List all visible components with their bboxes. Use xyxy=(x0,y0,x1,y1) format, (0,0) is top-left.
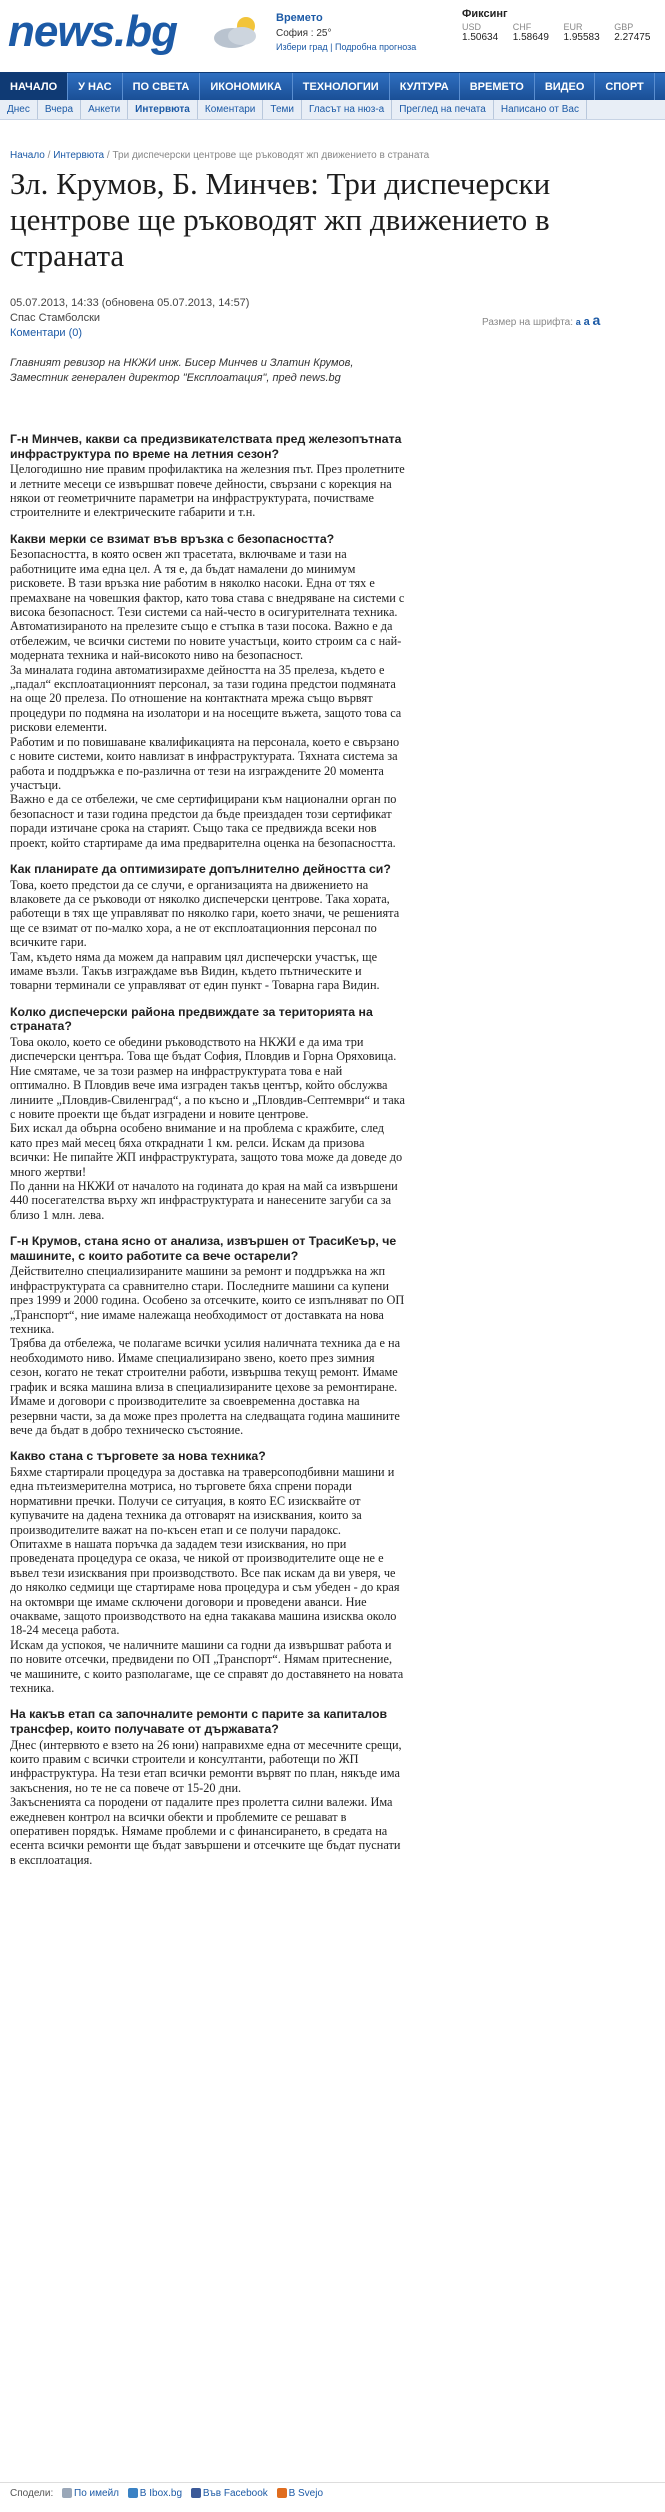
interview-answer-paragraph: Важно е да се отбележи, че сме сертифицирани към национални орган по безопасност и тази година предстои да бъде преиздаден този сертификат поради изтичане срока на старият. Също така се предвижда всеки нов проект, който стартираме да има предварителна оценка на безопасността. xyxy=(10,792,397,850)
subnav-item-comments[interactable]: Коментари xyxy=(198,100,264,119)
currency-rate: 1.50634 xyxy=(462,32,499,43)
nav-item-home[interactable]: НАЧАЛО xyxy=(0,73,68,100)
currency-code: EUR xyxy=(563,22,583,32)
font-size-small-button[interactable]: a xyxy=(575,317,581,327)
subnav-item-interviews[interactable]: Интервюта xyxy=(128,100,198,119)
interview-answer-paragraph: Бих искал да обърна особено внимание и на проблема с кражбите, след като през май месец бяха откраднати 1 км. релси. Искам да призова всички: Не пипайте ЖП инфраструктурата, защото това може да доведе до много жертви! xyxy=(10,1121,403,1179)
font-size-label: Размер на шрифта: xyxy=(482,317,573,328)
font-size-large-button[interactable]: a xyxy=(592,312,601,328)
share-email-label: По имейл xyxy=(74,2488,120,2499)
share-ibox-link[interactable] xyxy=(128,2488,182,2499)
weather-temperature: София : 25° xyxy=(276,28,332,39)
ibox-icon xyxy=(128,2488,138,2498)
interview-question: Колко диспечерски района предвиждате за територията на страната? xyxy=(10,1004,373,1034)
subnav-item-today[interactable]: Днес xyxy=(0,100,38,119)
envelope-icon xyxy=(62,2488,72,2498)
article-title: Зл. Крумов, Б. Минчев: Три диспечерски центрове ще ръководят жп движението в страната xyxy=(10,166,551,273)
interview-question: Какви мерки се взимат във връзка с безопасността? xyxy=(10,531,335,546)
article-body xyxy=(10,432,405,1867)
share-ibox-label: В Ibox.bg xyxy=(139,2488,183,2499)
sub-nav xyxy=(0,100,665,120)
currency-code: GBP xyxy=(614,22,634,32)
interview-answer-paragraph: По данни на НКЖИ от началото на годината до края на май са извършени 440 посегателства върху жп инфраструктурата и нанесените загуби са за близо 1 млн. лева. xyxy=(10,1179,398,1222)
facebook-icon xyxy=(191,2488,201,2498)
currency-rate: 2.27475 xyxy=(614,32,651,43)
subnav-item-yesterday[interactable]: Вчера xyxy=(38,100,81,119)
interview-question: Г-н Минчев, какви са предизвикателствата пред железопътната инфраструктура по време на летния сезон? xyxy=(10,432,402,461)
nav-item-video[interactable]: ВИДЕО xyxy=(535,73,596,100)
article-date: 05.07.2013, 14:33 (обновена 05.07.2013, 14:57) xyxy=(10,297,250,309)
subnav-item-topics[interactable]: Теми xyxy=(263,100,302,119)
share-bar xyxy=(0,2482,665,2504)
interview-answer-paragraph: Там, където няма да можем да направим цял диспечерски участък, ще имаме възли. Такъв изграждаме във Видин, където пътническите и товарни терминали се управляват от един пункт - Товарна гара Видин. xyxy=(10,949,380,993)
nav-item-economy[interactable]: ИКОНОМИКА xyxy=(200,73,292,100)
breadcrumb: Начало / Интервюта / Три диспечерски центрове ще ръководят жп движението в страната xyxy=(10,150,430,161)
breadcrumb-home[interactable]: Начало xyxy=(10,150,45,161)
subnav-item-press-review[interactable]: Преглед на печата xyxy=(392,100,494,119)
interview-answer-paragraph: Автоматизираното на прелезите също е стъпка в тази посока. Важно е да отбележим, че всички системи по новите участъци, които строим са с най-модерната техника и най-високото ниво на безопасност. xyxy=(10,619,402,663)
svejo-icon xyxy=(277,2488,287,2498)
interview-answer-paragraph: Действително специализираните машини за ремонт и поддръжка на жп инфраструктурата са сравнително стари. Последните машини са купени през 1999 и 2000 година. Особено за отсечките, които се изпълняват по ОП „Транспорт“, ние имаме належаща необходимост от доставката на нова техника. xyxy=(10,1264,405,1337)
share-facebook-label: Във Facebook xyxy=(202,2488,268,2499)
site-logo[interactable]: news.bg xyxy=(8,7,178,56)
interview-answer-paragraph: Опитахме в нашата поръчка да зададем тези изисквания, но при проведената процедура се оказа, че никой от производителите още не е въвел тези изисквания при производството. Все пак искам да ви уверя, че до няколко седмици ще стартираме нова процедура и съм убеден - до края на октомври ще имаме сключени договори и проведени аванси. Ние очакваме, защото производството на една такакава машина изисква около 18-24 месеца работа. xyxy=(10,1536,400,1638)
currency-rate: 1.95583 xyxy=(563,32,600,43)
subnav-item-by-you[interactable]: Написано от Вас xyxy=(494,100,587,119)
interview-question: Г-н Крумов, стана ясно от анализа, извършен от ТрасиКеър, че машините, с които работите са вече остарели? xyxy=(10,1234,397,1263)
nav-item-culture[interactable]: КУЛТУРА xyxy=(390,73,460,100)
weather-links[interactable]: Избери град | Подробна прогноза xyxy=(276,42,417,52)
share-svejo-label: В Svejo xyxy=(288,2488,324,2499)
fixing-table xyxy=(462,22,665,43)
interview-answer-paragraph: Това около, което се обедини ръководството на НКЖИ е да има три диспечерски центъра. Това ще бъдат София, Пловдив и Горна Оряховица. Ние смятаме, че за този размер на инфраструктурата това е най оптимално. В Пловдив вече има изграден такъв център, който обслужва линиите „Пловдив-Свиленград“, а по късно и „Пловдив-Септември“ и така с новите проекти ще бъдат изградени и новите центрове. xyxy=(10,1034,405,1121)
nav-item-world[interactable]: ПО СВЕТА xyxy=(123,73,201,100)
cloud-sun-icon xyxy=(208,12,266,52)
breadcrumb-section[interactable]: Интервюта xyxy=(53,150,105,161)
interview-answer-paragraph: Закъсненията са породени от падалите през пролетта силни валежи. Има ежедневен контрол на всички обекти и проблемите се решават в оперативен порядък. Нямаме проблеми и с финансирането, в средата на есента всички ремонти ще бъдат завършени и отсечките ще бъдат пуснати в експлоатация. xyxy=(10,1795,401,1867)
share-label: Сподели: xyxy=(10,2488,54,2499)
nav-item-bulgaria[interactable]: У НАС xyxy=(68,73,122,100)
currency-code: CHF xyxy=(512,22,532,32)
subnav-item-polls[interactable]: Анкети xyxy=(81,100,128,119)
weather-widget xyxy=(208,8,448,58)
site-header xyxy=(0,0,665,72)
photo-caption: Главният ревизор на НКЖИ инж. Бисер Минчев и Златин Крумов, Заместник генерален директор "Експлоатация", пред news.bg xyxy=(10,357,354,384)
main-nav xyxy=(0,72,665,100)
comments-link[interactable]: Коментари (0) xyxy=(10,327,83,339)
interview-question: Как планирате да оптимизирате допълнително дейността си? xyxy=(10,861,391,876)
interview-question: Какво стана с търговете за нова техника? xyxy=(10,1449,266,1464)
interview-answer-paragraph: Бяхме стартирали процедура за доставка на траверсоподбивни машини и една пътеизмерителна мотриса, но търговете бяха спрени поради нормативни пречки. Получи се ситуация, в която ЕС изисквайте от купувачите на дадена техника да отговарят на изисквания, които за производителите важат на по-късен етап и се получи парадокс. xyxy=(10,1464,395,1537)
fixing-title: Фиксинг xyxy=(462,8,508,20)
currency-rate: 1.58649 xyxy=(512,32,549,43)
nav-item-weather[interactable]: ВРЕМЕТО xyxy=(460,73,535,100)
article-author: Спас Стамболски xyxy=(10,312,101,324)
share-svejo-link[interactable] xyxy=(277,2488,323,2499)
interview-answer-paragraph: Безопасността, в която освен жп трасетата, включваме и тази на работниците има една цел. А тя е, да бъдат намалени до минимум рисковете. В тази връзка ние работим в няколко насоки. Една от тях е премахване на човешкия фактор, като това става с внедряване на системи с висока безопасност. Тези системи са най-често в осигурителната техника. xyxy=(10,547,405,620)
weather-title[interactable]: Времето xyxy=(276,12,323,24)
nav-item-sport[interactable]: СПОРТ xyxy=(595,73,654,100)
interview-answer-paragraph: Целогодишно ние правим профилактика на железния път. През пролетните и летните месеци се извършват повече дейности, свързани с корекция на някои от геометричните параметри на инфраструктурата, почистваме строителните и електрическите габарити и т.н. xyxy=(10,462,405,520)
interview-answer-paragraph: Днес (интервюто е взето на 26 юни) направихме една от месечните срещи, които правим с всички строители и консултанти, работещи по ЖП инфраструктура. На тези етап всички ремонти вървят по план, някъде има закъснения, но те не са повече от 15-20 дни. xyxy=(10,1737,402,1795)
breadcrumb-current: Три диспечерски центрове ще ръководят жп движението в страната xyxy=(112,150,430,161)
article-meta xyxy=(10,296,390,341)
font-size-medium-button[interactable]: a xyxy=(583,316,590,328)
interview-answer-paragraph: Искам да успокоя, че наличните машини са годни да извършват работа и по новите отсечки, предвидени по ОП „Транспорт“. Нямам притеснение, че машините, с които разполагаме, ще се справят до доставянето на новата техника. xyxy=(10,1637,404,1695)
font-size-control xyxy=(482,312,600,328)
interview-answer-paragraph: За миналата година автоматизирахме дейността на 35 прелеза, където е „падал“ експлоатационният персонал, за тази година предстои подмяната на още 20 прелеза. По отношение на контактната мрежа също вървят процедури по подмяна на изолатори и на носещите въжета, защото това са рискови елементи. xyxy=(10,662,402,735)
interview-answer-paragraph: Трябва да отбележа, че полагаме всички усилия наличната техника да е на необходимото ниво. Имаме специализирано звено, което през зимния сезон, когато не текат строителни работи, извършва текущ ремонт. Имаме график и всяка машина влиза в специализираните цехове за ремонтиране. Имаме и договори с производителите за своевременна доставка на резервни части, за да може през пролетта на следващата година машините вече да бъдат в добро техническо състояние. xyxy=(10,1336,401,1437)
currency-fixing xyxy=(462,8,665,43)
share-email-link[interactable] xyxy=(62,2488,119,2499)
interview-answer-paragraph: Работим и по повишаване квалификацията на персонала, което е свързано с новите системи, които навлизат в инфраструктурата. Тяхната система за работа и поддръжка е по-различна от тези на изграждените 20 момента участъци. xyxy=(10,734,400,792)
interview-question: На какъв етап са започналите ремонти с парите за капиталов трансфер, които получавате от държавата? xyxy=(10,1707,388,1736)
interview-answer-paragraph: Това, което предстои да се случи, е организацията на движението на влаковете да се ръководи от няколко диспечерски центрове. Така хората, работещи в тях ще управляват по няколко гари, което значи, че решенията ще се взимат от по-малко хора, а не от експлоатационния персонал по всичките гари. xyxy=(10,877,400,950)
currency-code: USD xyxy=(462,22,482,32)
subnav-item-voice[interactable]: Гласът на нюз-а xyxy=(302,100,392,119)
share-facebook-link[interactable] xyxy=(191,2488,268,2499)
nav-item-technology[interactable]: ТЕХНОЛОГИИ xyxy=(293,73,390,100)
